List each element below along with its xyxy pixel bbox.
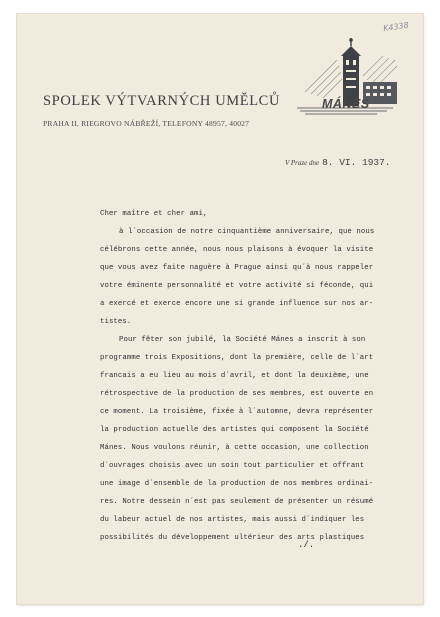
text-line: Mánes. Nous voulons réunir, à cette occasion, une collection <box>100 444 369 452</box>
text-line: rétrospective de la production de ses membres, est ouverte en <box>100 390 374 398</box>
text-line: francais a eu lieu au mois d´avril, et dont la deuxième, une <box>100 372 369 380</box>
text-line: votre éminente personnalité et votre activité si féconde, qui <box>100 282 374 290</box>
text-line: Pour fêter son jubilé, la Société Mánes a inscrit à son <box>119 336 366 344</box>
salutation: Cher maître et cher ami, <box>100 210 208 218</box>
date-value: 8. VI. 1937. <box>322 157 391 168</box>
text-line: que vous avez faite naguère à Prague ainsi qu´à nous rappeler <box>100 264 374 272</box>
text-line: du labeur actuel de nos artistes, mais aussi d´indiquer les <box>100 516 365 524</box>
text-line: une image d´ensemble de la production de nos membres ordinai- <box>100 480 374 488</box>
text-line: tistes. <box>100 318 132 326</box>
continuation-mark: ./. <box>298 540 315 550</box>
text-line: a exercé et exerce encore une si grande influence sur nos ar- <box>100 300 374 308</box>
archive-number: K4338 <box>382 20 410 34</box>
text-line: ce moment. La troisième, fixée à l´automne, devra représenter <box>100 408 374 416</box>
text-line: célébrons cette année, nous nous plaisons à évoquer la visite <box>100 246 374 254</box>
text-line: la production actuelle des artistes qui composent la Société <box>100 426 369 434</box>
text-line: d´ouvrages choisis avec un soin tout particulier et offrant <box>100 462 365 470</box>
logo-wordmark: MÁNES <box>322 97 370 111</box>
text-line: programme trois Expositions, dont la première, celle de l´art <box>100 354 374 362</box>
text-line: res. Notre dessein n´est pas seulement de présenter un résumé <box>100 498 374 506</box>
text-line: possibilités du développement ultérieur des arts plastiques <box>100 534 365 542</box>
date-place: V Praze dne <box>285 159 320 167</box>
organization-address: PRAHA II, RIEGROVO NÁBŘEŽÍ, TELEFONY 48957, 40027 <box>43 119 250 128</box>
organization-name: SPOLEK VÝTVARNÝCH UMĚLCŮ <box>43 93 281 109</box>
text-line: à l´occasion de notre cinquantième anniversaire, que nous <box>119 228 375 236</box>
